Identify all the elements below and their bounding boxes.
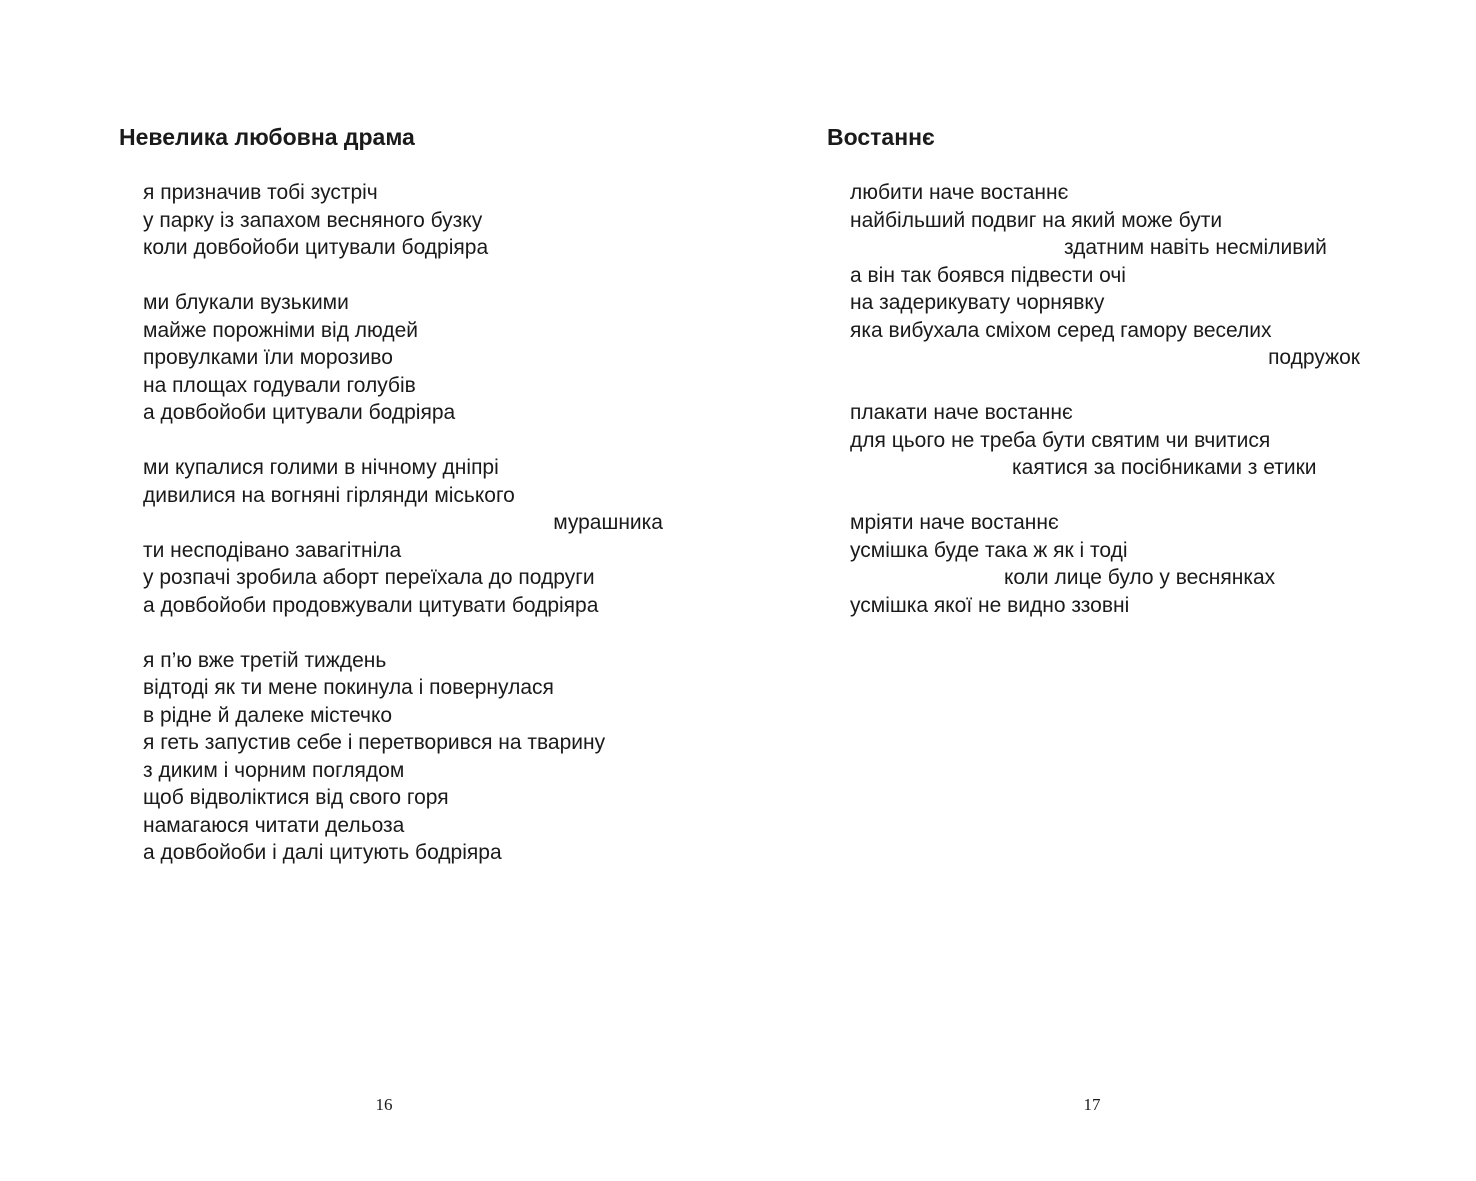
- poem-line: усмішка якої не видно ззовні: [850, 593, 1130, 617]
- poem-line: плакати наче востаннє: [850, 401, 1073, 424]
- poem-line: дивилися на вогняні гірлянди міського: [143, 483, 515, 507]
- poem-body: [143, 179, 663, 867]
- poem-line: на площах годували голубів: [143, 373, 416, 397]
- poem-line: найбільший подвиг на який може бути: [850, 208, 1223, 232]
- poem-line: відтоді як ти мене покинула і повернулася: [143, 676, 554, 699]
- poem-line: на задерикувату чорнявку: [850, 291, 1105, 314]
- stanza-break: [850, 372, 1360, 400]
- poem-line-continuation: мурашника: [553, 511, 663, 534]
- poem-line: а він так боявся підвести очі: [850, 263, 1126, 287]
- poem-body: [850, 179, 1360, 619]
- poem-line: коли довбойоби цитували бодріяра: [143, 236, 489, 259]
- stanza-break: [850, 482, 1360, 510]
- stanza-break: [143, 619, 663, 647]
- poem-line: усмішка буде така ж як і тоді: [850, 538, 1128, 562]
- stanza-break: [143, 427, 663, 455]
- poem-title: Невелика любовна драма: [119, 124, 415, 150]
- poem-line: для цього не треба бути святим чи вчитися: [850, 428, 1271, 452]
- poem-title: Востаннє: [827, 124, 935, 150]
- poem-line: любити наче востаннє: [850, 181, 1069, 204]
- poem-line: провулками їли морозиво: [143, 346, 393, 369]
- poem-line: намагаюся читати дельоза: [143, 813, 405, 837]
- poem-line-continuation: коли лице було у веснянках: [1004, 566, 1276, 589]
- poem-line: майже порожніми від людей: [143, 318, 419, 342]
- poem-line: ти несподівано завагітніла: [143, 538, 402, 562]
- poem-line: у розпачі зробила аборт переїхала до подруги: [143, 566, 595, 589]
- poem-line: а довбойоби продовжували цитувати бодріяра: [143, 593, 599, 617]
- poem-line: я призначив тобі зустріч: [143, 181, 378, 204]
- poem-line: ми купалися голими в нічному дніпрі: [143, 456, 499, 479]
- poem-line: яка вибухала сміхом серед гамору веселих: [850, 318, 1272, 342]
- poem-line: мріяти наче востаннє: [850, 511, 1059, 534]
- page-number: 17: [1083, 1095, 1101, 1114]
- poem-line-continuation: каятися за посібниками з етики: [1012, 456, 1317, 479]
- poem-line-continuation: подружок: [1268, 346, 1360, 369]
- poem-line: з диким і чорним поглядом: [143, 758, 405, 782]
- poem-line: я геть запустив себе і перетворився на тварину: [143, 731, 606, 754]
- poem-line: я п’ю вже третій тиждень: [143, 648, 387, 672]
- poem-line: а довбойоби цитували бодріяра: [143, 401, 456, 424]
- stanza-break: [143, 262, 663, 290]
- poem-line: а довбойоби і далі цитують бодріяра: [143, 841, 502, 864]
- poem-line: ми блукали вузькими: [143, 291, 349, 314]
- poem-line: щоб відволіктися від свого горя: [143, 786, 449, 809]
- right-page: [738, 0, 1476, 1181]
- page-number: 16: [375, 1095, 393, 1114]
- poem-line-continuation: здатним навіть несміливий: [1064, 236, 1327, 259]
- poem-line: у парку із запахом весняного бузку: [143, 208, 483, 232]
- poem-line: в рідне й далеке містечко: [143, 703, 393, 727]
